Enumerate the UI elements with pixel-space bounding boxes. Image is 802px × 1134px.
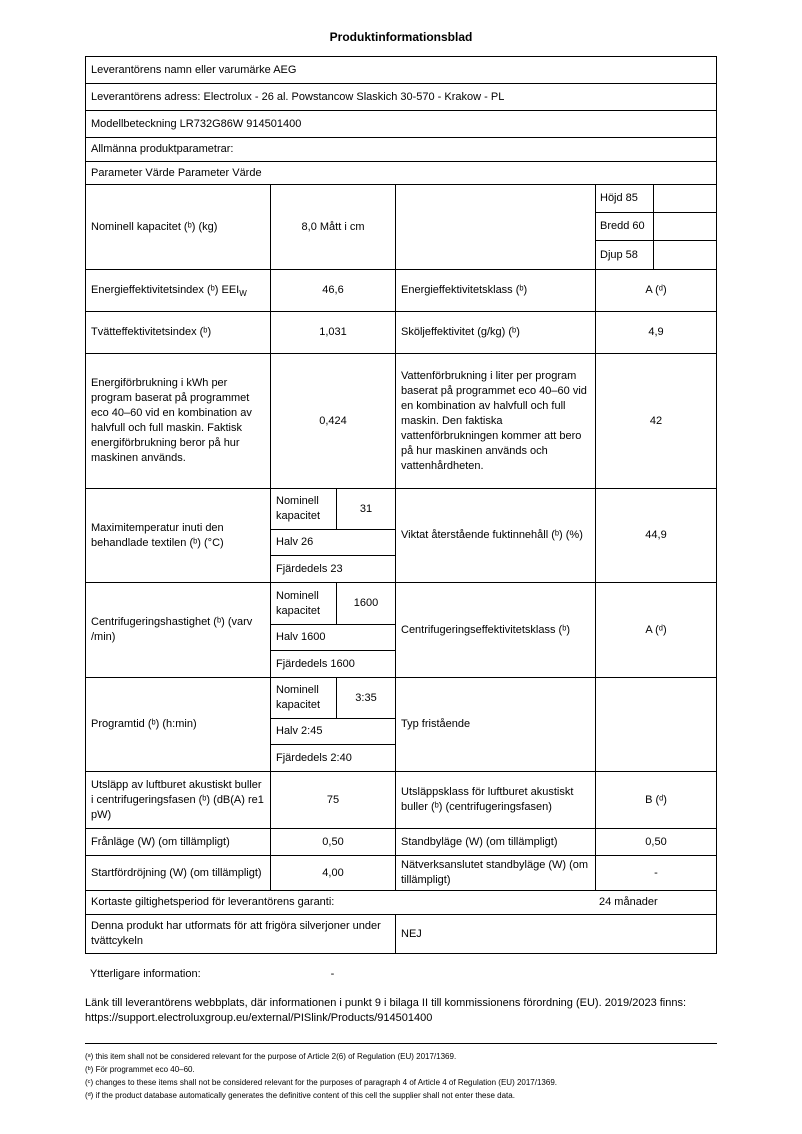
spin-rated-label: Nominell kapacitet	[271, 583, 337, 624]
row-columns-header	[86, 162, 716, 185]
max-temp-rated-label: Nominell kapacitet	[271, 489, 337, 529]
row-spin-speed	[86, 583, 716, 678]
max-temperature-label: Maximitemperatur inuti den behandlade textilen (ᵇ) (°C)	[86, 489, 271, 582]
noise-value: 75	[271, 772, 396, 828]
guarantee-label: Kortaste giltighetsperiod för leverantörens garanti:	[91, 896, 335, 908]
energy-index-label	[86, 270, 271, 311]
dimension-row-width	[596, 213, 716, 241]
duration-quarter-row: Fjärdedels 2:40	[276, 751, 352, 764]
energy-consumption-label: Energiförbrukning i kWh per program baserat på programmet eco 40–60 vid en kombination av halvfull och full maskin. Faktisk energiförbrukning beror på hur maskinen används.	[86, 354, 271, 488]
energy-index-label-main: Energieffektivitetsindex (ᵇ) EEI	[91, 284, 240, 296]
footnote-d: (ᵈ) if the product database automatically generates the definitive content of this cell the supplier shall not enter these data.	[85, 1091, 515, 1100]
standby-label: Standbyläge (W) (om tillämpligt)	[396, 829, 596, 855]
energy-index-value: 46,6	[271, 270, 396, 311]
supplier-link-block	[85, 996, 717, 1026]
max-temp-rated-row	[271, 489, 395, 530]
supplier-link-intro: Länk till leverantörens webbplats, där informationen i punkt 9 i bilaga II till kommissionens förordning (EU). 2019/2023 finns:	[85, 997, 687, 1009]
spin-class-value: A (ᵈ)	[645, 623, 667, 636]
footnotes	[85, 1044, 717, 1102]
general-params-heading-text: Allmänna produktparametrar:	[91, 143, 234, 155]
dimensions-subtable	[596, 185, 716, 269]
rated-capacity-spacer-cell	[396, 185, 596, 269]
type-label: Typ fristående	[396, 678, 596, 771]
delay-start-label: Startfördröjning (W) (om tillämpligt)	[86, 856, 271, 890]
row-consumption	[86, 354, 716, 489]
programme-duration-subtable	[271, 678, 396, 771]
noise-label: Utsläpp av luftburet akustiskt buller i centrifugeringsfasen (ᵇ) (dB(A) re1 pW)	[86, 772, 271, 828]
footnote-a: (ᵃ) this item shall not be considered relevant for the purpose of Article 2(6) of Regulation (EU) 2017/1369.	[85, 1052, 457, 1061]
silver-ions-value: NEJ	[401, 927, 422, 940]
remaining-moisture-value: 44,9	[645, 529, 667, 541]
row-supplier-address	[86, 84, 716, 111]
dimension-width-empty-cell	[654, 213, 716, 240]
energy-index-label-text	[91, 283, 247, 298]
networked-standby-value: -	[654, 866, 658, 879]
remaining-moisture-label: Viktat återstående fuktinnehåll (ᵇ) (%)	[396, 489, 596, 582]
dimension-height-text: Höjd 85	[596, 185, 654, 212]
max-temp-rated-value: 31	[359, 502, 373, 515]
water-consumption-value: 42	[649, 414, 663, 427]
model-identifier-text: Modellbeteckning LR732G86W 914501400	[91, 117, 302, 130]
rinsing-label: Sköljeffektivitet (g/kg) (ᵇ)	[396, 312, 596, 353]
row-delay-start	[86, 856, 716, 891]
spin-half-row: Halv 1600	[271, 625, 395, 651]
spin-rated-value: 1600	[353, 597, 379, 609]
supplier-name-text: Leverantörens namn eller varumärke AEG	[91, 63, 297, 76]
eei-w-subscript: W	[239, 289, 247, 298]
row-supplier-name	[86, 57, 716, 84]
dimension-row-height	[596, 185, 716, 213]
footnote-c: (ᶜ) changes to these items shall not be considered relevant for the purposes of paragraph 4 of Article 4 of Regulation (EU) 2017/1369.	[85, 1078, 557, 1087]
spin-class-label: Centrifugeringseffektivitetsklass (ᵇ)	[396, 583, 596, 677]
off-mode-value: 0,50	[271, 829, 396, 855]
energy-class-label: Energieffektivitetsklass (ᵇ)	[396, 270, 596, 311]
duration-rated-label: Nominell kapacitet	[271, 678, 337, 718]
row-washing-efficiency	[86, 312, 716, 354]
supplier-link-url[interactable]	[85, 1011, 717, 1026]
duration-rated-value: 3:35	[355, 691, 377, 704]
row-rated-capacity	[86, 185, 716, 270]
dimension-height-empty-cell	[654, 185, 716, 212]
duration-half-row: Halv 2:45	[271, 719, 395, 745]
off-mode-label: Frånläge (W) (om tillämpligt)	[86, 829, 271, 855]
dimension-depth-text: Djup 58	[596, 241, 654, 269]
row-general-params-heading	[86, 138, 716, 162]
programme-duration-label: Programtid (ᵇ) (h:min)	[86, 678, 271, 771]
guarantee-value: 24 månader	[599, 896, 658, 908]
energy-class-value: A (ᵈ)	[645, 284, 667, 296]
water-consumption-label: Vattenförbrukning i liter per program baserat på programmet eco 40–60 vid en kombination av halvfull och full maskin. Den faktiska vattenförbrukningen kommer att bero på hur maskinen används och vattenhårdheten.	[396, 354, 596, 488]
row-off-mode	[86, 829, 716, 856]
row-max-temperature	[86, 489, 716, 583]
duration-rated-row	[271, 678, 395, 719]
row-guarantee	[86, 891, 716, 915]
spin-rated-row	[271, 583, 395, 625]
type-value-cell	[596, 678, 716, 771]
row-model-identifier	[86, 111, 716, 138]
networked-standby-label: Nätverksanslutet standbyläge (W) (om tillämpligt)	[396, 856, 596, 890]
spin-quarter-row: Fjärdedels 1600	[276, 657, 355, 670]
footnote-b: (ᵇ) För programmet eco 40–60.	[85, 1065, 195, 1074]
rinsing-value: 4,9	[648, 326, 664, 338]
energy-consumption-value: 0,424	[271, 354, 396, 488]
max-temperature-subtable	[271, 489, 396, 582]
max-temp-quarter-row: Fjärdedels 23	[276, 562, 343, 575]
spin-speed-label: Centrifugeringshastighet (ᵇ) (varv /min)	[86, 583, 271, 677]
delay-start-value: 4,00	[271, 856, 396, 890]
row-silver-ions	[86, 915, 716, 953]
max-temp-half-row: Halv 26	[271, 530, 395, 556]
row-additional-info	[85, 967, 717, 982]
washing-index-label: Tvätteffektivitetsindex (ᵇ)	[86, 312, 271, 353]
washing-index-value: 1,031	[271, 312, 396, 353]
spin-speed-subtable	[271, 583, 396, 677]
row-programme-duration	[86, 678, 716, 772]
noise-class-value: B (ᵈ)	[645, 793, 667, 806]
additional-info-value: -	[330, 968, 335, 980]
rated-capacity-value: 8,0 Mått i cm	[271, 185, 396, 269]
dimension-depth-empty-cell	[654, 241, 716, 269]
columns-header-text: Parameter Värde Parameter Värde	[91, 166, 262, 179]
additional-info-label: Ytterligare information:	[90, 968, 201, 980]
product-info-table	[85, 56, 717, 954]
supplier-address-text: Leverantörens adress: Electrolux - 26 al. Powstancow Slaskich 30-570 - Krakow - PL	[91, 90, 505, 103]
noise-class-label: Utsläppsklass för luftburet akustiskt buller (ᵇ) (centrifugeringsfasen)	[396, 772, 596, 828]
row-noise	[86, 772, 716, 829]
row-energy-efficiency-index	[86, 270, 716, 312]
standby-value: 0,50	[645, 835, 667, 848]
dimension-row-depth	[596, 241, 716, 269]
supplier-link-url-text[interactable]: https://support.electroluxgroup.eu/external/PISlink/Products/914501400	[85, 1012, 433, 1024]
dimension-width-text: Bredd 60	[596, 213, 654, 240]
page-title: Produktinformationsblad	[329, 30, 473, 44]
rated-capacity-label: Nominell kapacitet (ᵇ) (kg)	[86, 185, 271, 269]
silver-ions-label: Denna produkt har utformats för att frigöra silverjoner under tvättcykeln	[86, 915, 396, 953]
